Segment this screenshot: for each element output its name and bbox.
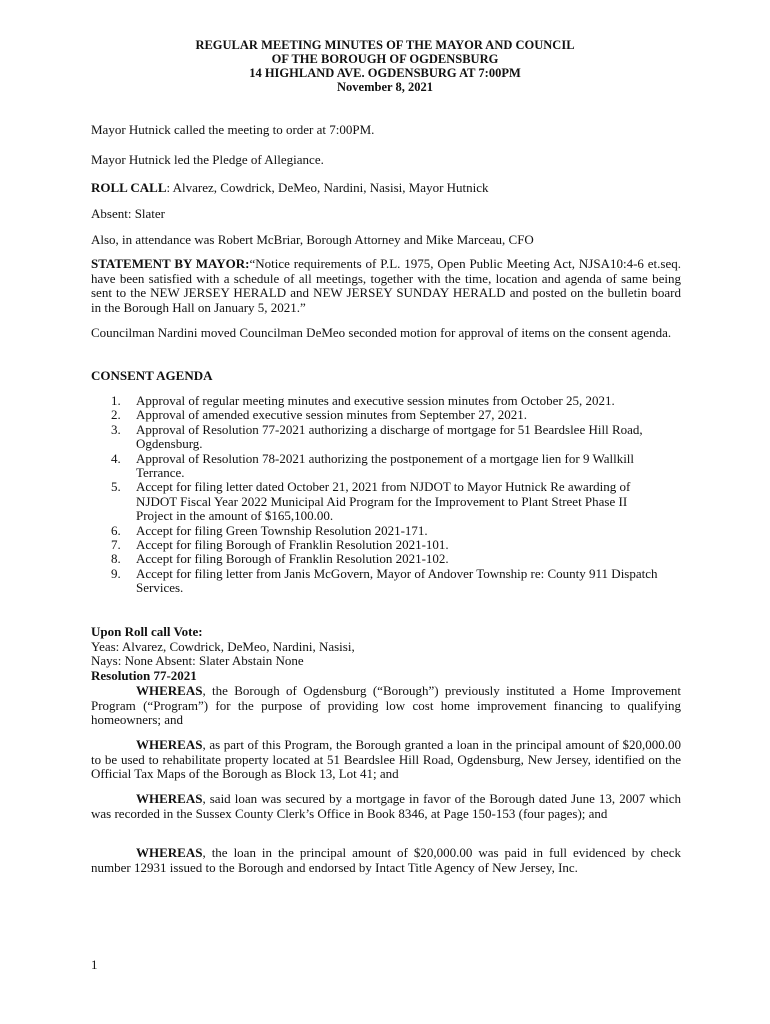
list-item-text: Accept for filing Borough of Franklin Resolution 2021-101.	[136, 537, 449, 553]
whereas-clause	[91, 684, 681, 728]
whereas-text: , the Borough of Ogdensburg (“Borough”) previously instituted a Home Improvement Program (“Program”) for the purpose of providing low cost home improvement financing to qualifying homeowners; and	[91, 683, 681, 728]
whereas-clause	[91, 792, 681, 821]
attendance-line: Also, in attendance was Robert McBriar, Borough Attorney and Mike Marceau, CFO	[91, 232, 534, 247]
whereas-text: , said loan was secured by a mortgage in favor of the Borough dated June 13, 2007 which was recorded in the Sussex County Clerk’s Office in Book 8346, at Page 150-153 (four pages); and	[91, 791, 681, 821]
whereas-clause	[91, 738, 681, 782]
list-item-text: Approval of Resolution 77-2021 authorizing a discharge of mortgage for 51 Beardslee Hill Road, Ogdensburg.	[136, 421, 643, 452]
list-item-text: Accept for filing Borough of Franklin Resolution 2021-102.	[136, 551, 449, 567]
statement-label: STATEMENT BY MAYOR:	[91, 256, 250, 271]
header-borough: OF THE BOROUGH OF OGDENSBURG	[271, 52, 499, 66]
roll-call-label: ROLL CALL	[91, 180, 167, 195]
whereas-label: WHEREAS	[136, 683, 203, 698]
list-item-number: 4.	[111, 450, 121, 466]
list-item-number: 5.	[111, 479, 121, 495]
list-item	[91, 408, 661, 422]
list-item	[91, 480, 661, 523]
vote-nays: Nays: None Absent: Slater Abstain None	[91, 653, 304, 669]
consent-motion: Councilman Nardini moved Councilman DeMeo seconded motion for approval of items on the consent agenda.	[91, 325, 672, 340]
list-item	[91, 452, 661, 481]
list-item-text: Approval of Resolution 78-2021 authorizing the postponement of a mortgage lien for 9 Wallkill Terrance.	[136, 450, 635, 481]
whereas-label: WHEREAS	[136, 737, 203, 752]
mayor-statement	[91, 257, 681, 315]
list-item	[91, 552, 661, 566]
whereas-text: , as part of this Program, the Borough granted a loan in the principal amount of $20,000.00 to be used to rehabilitate property located at 51 Beardslee Hill Road, Ogdensburg, New Jersey, identified on the Official Tax Maps of the Borough as Block 13, Lot 41; and	[91, 737, 681, 782]
list-item	[91, 567, 661, 596]
list-item-number: 9.	[111, 565, 121, 581]
list-item-text: Approval of amended executive session minutes from September 27, 2021.	[136, 407, 527, 423]
list-item	[91, 394, 661, 408]
header-title: REGULAR MEETING MINUTES OF THE MAYOR AND COUNCIL	[195, 38, 575, 52]
whereas-clause	[91, 846, 681, 875]
list-item-text: Accept for filing letter from Janis McGovern, Mayor of Andover Township re: County 911 Dispatch Services.	[136, 565, 658, 596]
vote-block	[91, 625, 681, 683]
list-item-number: 7.	[111, 537, 121, 553]
header-address: 14 HIGHLAND AVE. OGDENSBURG AT 7:00PM	[249, 66, 521, 80]
list-item-number: 2.	[111, 407, 121, 423]
list-item-number: 1.	[111, 393, 121, 408]
resolution-title: Resolution 77-2021	[91, 667, 197, 683]
whereas-label: WHEREAS	[136, 791, 203, 806]
document-header	[0, 38, 770, 94]
whereas-label: WHEREAS	[136, 845, 203, 860]
list-item-number: 6.	[111, 522, 121, 538]
list-item-text: Accept for filing Green Township Resolution 2021-171.	[136, 522, 428, 538]
header-date: November 8, 2021	[337, 80, 433, 94]
list-item-number: 3.	[111, 421, 121, 437]
absent-line: Absent: Slater	[91, 206, 166, 221]
vote-yeas: Yeas: Alvarez, Cowdrick, DeMeo, Nardini, Nasisi,	[91, 638, 355, 654]
list-item	[91, 423, 661, 452]
consent-agenda-list	[91, 394, 661, 596]
vote-heading: Upon Roll call Vote:	[91, 624, 203, 639]
call-to-order: Mayor Hutnick called the meeting to order at 7:00PM.	[91, 122, 375, 137]
pledge: Mayor Hutnick led the Pledge of Allegiance.	[91, 152, 324, 167]
roll-call	[91, 181, 681, 196]
list-item	[91, 538, 661, 552]
list-item	[91, 524, 661, 538]
page-number: 1	[91, 957, 98, 972]
roll-call-members: : Alvarez, Cowdrick, DeMeo, Nardini, Nasisi, Mayor Hutnick	[166, 180, 489, 195]
whereas-text: , the loan in the principal amount of $20,000.00 was paid in full evidenced by check number 12931 issued to the Borough and endorsed by Intact Title Agency of New Jersey, Inc.	[91, 845, 681, 875]
list-item-number: 8.	[111, 551, 121, 567]
consent-agenda-heading: CONSENT AGENDA	[91, 368, 213, 383]
statement-text: “Notice requirements of P.L. 1975, Open Public Meeting Act, NJSA10:4-6 et.seq. have been satisfied with a schedule of all meetings, together with the time, location and agenda of same being sent to the NEW JERSEY HERALD and NEW JERSEY SUNDAY HERALD and posted on the bulletin board in the Borough Hall on January 5, 2021.”	[91, 256, 681, 315]
list-item-text: Accept for filing letter dated October 21, 2021 from NJDOT to Mayor Hutnick Re awarding of NJDOT Fiscal Year 2022 Municipal Aid Program for the Improvement to Plant Street Phase II Project in the amount of $165,100.00.	[136, 479, 631, 524]
list-item-text: Approval of regular meeting minutes and executive session minutes from October 25, 2021.	[136, 393, 615, 408]
